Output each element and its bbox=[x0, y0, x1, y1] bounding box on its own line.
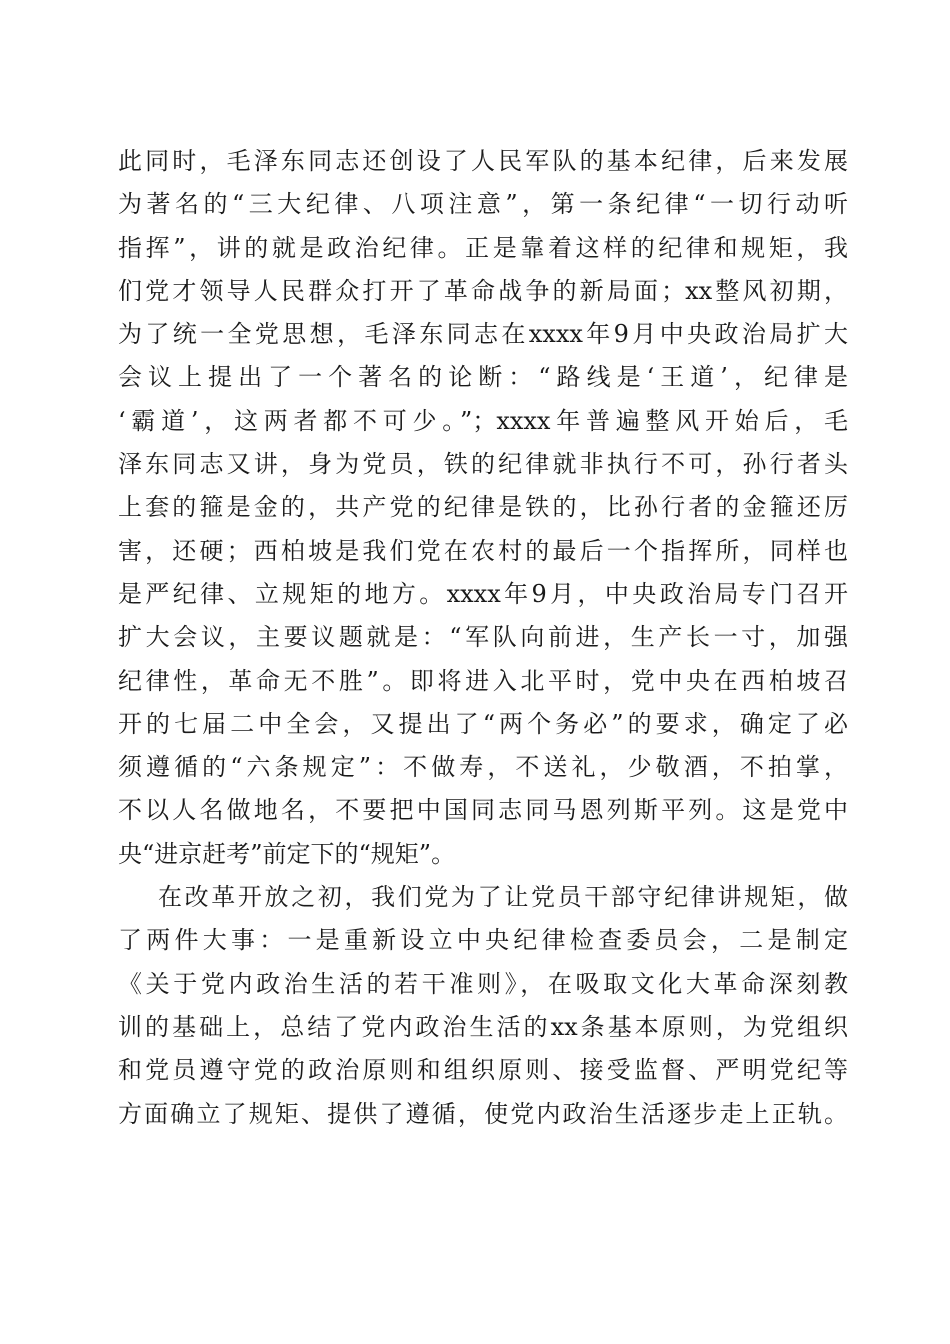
text-line: 害，还硬；西柏坡是我们党在农村的最后一个指挥所，同样也 bbox=[118, 536, 848, 565]
text-line: 训的基础上，总结了党内政治生活的xx条基本原则，为党组织 bbox=[118, 1012, 848, 1041]
paragraph-end-line: 央“进京赶考”前定下的“规矩”。 bbox=[118, 839, 456, 868]
text-line: 《关于党内政治生活的若干准则》，在吸取文化大革命深刻教 bbox=[118, 969, 848, 998]
text-line: 须遵循的“六条规定”：不做寿，不送礼，少敬酒，不拍掌， bbox=[118, 753, 848, 782]
text-line: 纪律性，革命无不胜”。即将进入北平时，党中央在西柏坡召 bbox=[118, 666, 848, 695]
text-line: 不以人名做地名，不要把中国同志同马恩列斯平列。这是党中 bbox=[118, 796, 848, 825]
text-line: 方面确立了规矩、提供了遵循，使党内政治生活逐步走上正轨。 bbox=[118, 1099, 848, 1128]
text-line: 扩大会议，主要议题就是：“军队向前进，生产长一寸，加强 bbox=[118, 623, 848, 652]
text-line: 上套的箍是金的，共产党的纪律是铁的，比孙行者的金箍还厉 bbox=[118, 493, 848, 522]
paragraph-start-line: 在改革开放之初，我们党为了让党员干部守纪律讲规矩，做 bbox=[158, 883, 848, 912]
text-line: ‘霸道’，这两者都不可少。”；xxxx年普遍整风开始后，毛 bbox=[118, 406, 848, 435]
text-line: 为了统一全党思想，毛泽东同志在xxxx年9月中央政治局扩大 bbox=[118, 320, 848, 349]
text-line: 和党员遵守党的政治原则和组织原则、接受监督、严明党纪等 bbox=[118, 1056, 848, 1085]
text-line: 为著名的“三大纪律、八项注意”，第一条纪律“一切行动听 bbox=[118, 190, 848, 219]
text-line: 们党才领导人民群众打开了革命战争的新局面；xx整风初期， bbox=[118, 276, 848, 305]
text-line: 此同时，毛泽东同志还创设了人民军队的基本纪律，后来发展 bbox=[118, 147, 848, 175]
body-text bbox=[118, 140, 848, 1136]
text-line: 泽东同志又讲，身为党员，铁的纪律就非执行不可，孙行者头 bbox=[118, 450, 848, 479]
text-line: 指挥”，讲的就是政治纪律。正是靠着这样的纪律和规矩，我 bbox=[118, 233, 848, 262]
text-line: 是严纪律、立规矩的地方。xxxx年9月，中央政治局专门召开 bbox=[118, 579, 848, 608]
text-line: 了两件大事：一是重新设立中央纪律检查委员会，二是制定 bbox=[118, 926, 848, 955]
text-line: 开的七届二中全会，又提出了“两个务必”的要求，确定了必 bbox=[118, 709, 848, 738]
text-line: 会议上提出了一个著名的论断：“路线是‘王道’，纪律是 bbox=[118, 363, 848, 392]
